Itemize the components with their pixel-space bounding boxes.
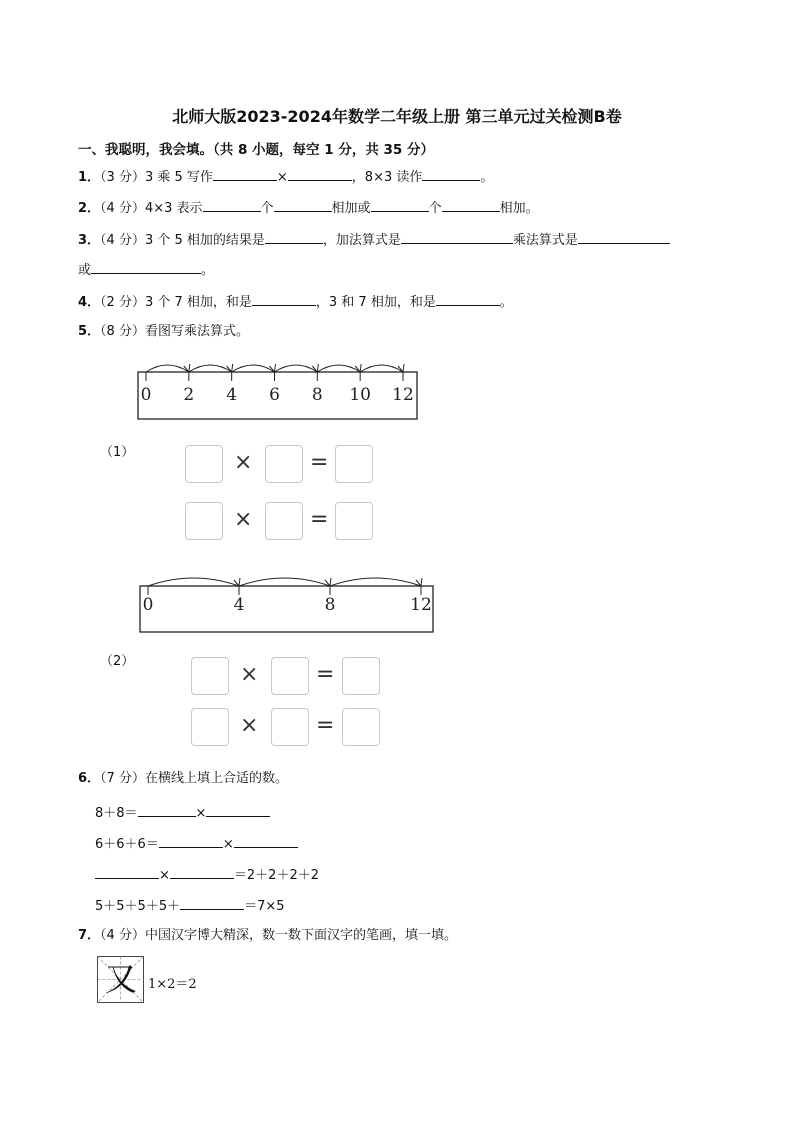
answer-blank[interactable]	[265, 230, 323, 244]
jump-arc	[330, 578, 421, 586]
answer-blank[interactable]	[206, 803, 270, 817]
number-line-label: 10	[349, 385, 371, 405]
question-number: 1．	[78, 170, 101, 185]
number-line-label: 12	[392, 385, 414, 405]
answer-blank[interactable]	[436, 292, 500, 306]
number-line-label: 2	[183, 385, 195, 405]
answer-box[interactable]	[191, 708, 229, 746]
number-line-label: 0	[140, 385, 152, 405]
jump-arc	[239, 578, 330, 586]
question-number: 4．	[78, 295, 101, 310]
question-1: 1．（3 分）3 乘 5 写作 × ，8×3 读作 。	[78, 167, 493, 187]
answer-blank[interactable]	[288, 167, 352, 181]
jump-arc	[148, 578, 239, 586]
sub-question-1: （1）	[100, 445, 135, 460]
q6-row-2: 6＋6＋6＝ ×	[95, 833, 298, 852]
question-2: 2．（4 分）4×3 表示 个 相加或 个 相加。	[78, 198, 539, 218]
answer-blank[interactable]	[578, 230, 670, 244]
question-number: 6．	[78, 771, 101, 786]
answer-box[interactable]	[342, 708, 380, 746]
answer-box[interactable]	[271, 708, 309, 746]
number-line-label: 12	[410, 595, 432, 615]
equals-sign: =	[310, 450, 329, 475]
answer-blank[interactable]	[180, 896, 244, 910]
times-sign: ×	[240, 713, 259, 738]
sub-question-2: （2）	[100, 654, 135, 669]
answer-box[interactable]	[185, 445, 223, 483]
question-3-cont: 或 。	[78, 260, 214, 280]
jump-arc	[317, 365, 360, 372]
answer-box[interactable]	[185, 502, 223, 540]
answer-blank[interactable]	[371, 198, 429, 212]
q6-row-1: 8＋8＝ ×	[95, 802, 270, 821]
number-line-label: 8	[324, 595, 336, 615]
answer-blank[interactable]	[170, 865, 234, 879]
answer-blank[interactable]	[274, 198, 332, 212]
number-line-1	[137, 356, 419, 422]
times-sign: ×	[234, 507, 253, 532]
answer-box[interactable]	[335, 502, 373, 540]
number-line-label: 6	[269, 385, 280, 405]
answer-blank[interactable]	[401, 230, 513, 244]
question-number: 5．	[78, 324, 101, 339]
question-text: （3 分）3 乘 5 写作	[100, 170, 213, 185]
answer-box[interactable]	[342, 657, 380, 695]
page-title: 北师大版2023-2024年数学二年级上册 第三单元过关检测B卷	[172, 107, 622, 126]
question-5: 5．（8 分）看图写乘法算式。	[78, 324, 249, 339]
question-7: 7．（4 分）中国汉字博大精深，数一数下面汉字的笔画，填一填。	[78, 928, 457, 943]
times-sign: ×	[240, 662, 259, 687]
jump-arc	[275, 365, 318, 372]
answer-box[interactable]	[335, 445, 373, 483]
answer-box[interactable]	[271, 657, 309, 695]
question-6: 6．（7 分）在横线上填上合适的数。	[78, 771, 288, 786]
answer-blank[interactable]	[442, 198, 500, 212]
jump-arc	[189, 365, 232, 372]
equals-sign: =	[310, 507, 329, 532]
times-sign: ×	[234, 450, 253, 475]
q6-row-3: × ＝2＋2＋2＋2	[95, 864, 319, 883]
equals-sign: =	[316, 713, 335, 738]
number-line-label: 4	[233, 595, 245, 615]
number-line-label: 0	[142, 595, 154, 615]
question-number: 3．	[78, 233, 101, 248]
answer-box[interactable]	[191, 657, 229, 695]
number-line-label: 4	[226, 385, 238, 405]
number-line-2	[139, 566, 435, 636]
stroke-equation: 1×2＝2	[148, 977, 197, 992]
jump-arc	[360, 365, 403, 372]
question-number: 7．	[78, 928, 101, 943]
number-line-frame	[140, 586, 433, 632]
equals-sign: =	[316, 662, 335, 687]
question-3: 3．（4 分）3 个 5 相加的结果是 ，加法算式是 乘法算式是	[78, 230, 670, 250]
q6-row-4: 5＋5＋5＋5＋ ＝7×5	[95, 895, 285, 914]
answer-blank[interactable]	[213, 167, 277, 181]
answer-blank[interactable]	[203, 198, 261, 212]
answer-blank[interactable]	[95, 865, 159, 879]
answer-blank[interactable]	[252, 292, 316, 306]
answer-blank[interactable]	[138, 803, 196, 817]
jump-arc	[146, 365, 189, 372]
question-number: 2．	[78, 201, 101, 216]
chinese-character: 又	[104, 960, 137, 998]
answer-blank[interactable]	[422, 167, 480, 181]
answer-blank[interactable]	[234, 834, 298, 848]
answer-blank[interactable]	[91, 260, 201, 274]
question-4: 4．（2 分）3 个 7 相加，和是 ，3 和 7 相加，和是 。	[78, 292, 513, 312]
jump-arc	[232, 365, 275, 372]
section-heading: 一、我聪明，我会填。（共 8 小题，每空 1 分，共 35 分）	[78, 142, 435, 158]
number-line-label: 8	[311, 385, 323, 405]
answer-blank[interactable]	[159, 834, 223, 848]
answer-box[interactable]	[265, 445, 303, 483]
answer-box[interactable]	[265, 502, 303, 540]
